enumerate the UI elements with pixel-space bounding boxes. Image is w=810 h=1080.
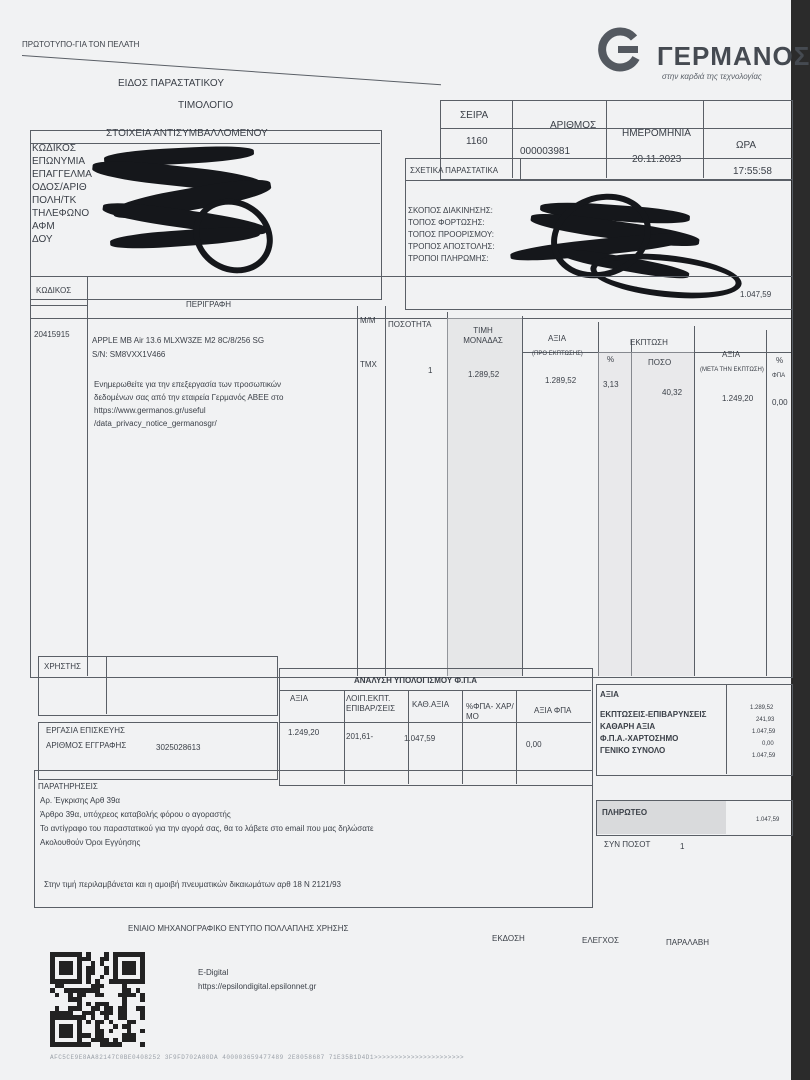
related-field-destination: ΤΟΠΟΣ ΠΡΟΟΡΙΣΜΟΥ: xyxy=(408,230,494,239)
totals-vat: 0,00 xyxy=(762,741,774,747)
col-quantity-header: ΠΟΣΟΤΗΤΑ xyxy=(388,320,432,329)
time-label: ΩΡΑ xyxy=(736,140,757,151)
payable-value: 1.047,59 xyxy=(756,817,780,823)
doc-type-value: ΤΙΜΟΛΟΓΙΟ xyxy=(178,100,234,111)
service-line2-label: ΑΡΙΘΜΟΣ ΕΓΓΡΑΦΗΣ xyxy=(46,741,127,750)
remarks-line: Ακολουθούν Όροι Εγγύησης xyxy=(40,838,141,847)
item-vat-pct: 0,00 xyxy=(772,398,788,407)
service-line2-value: 3025028613 xyxy=(156,743,201,752)
series-label: ΣΕΙΡΑ xyxy=(460,110,489,121)
related-field-shipping: ΤΡΟΠΟΣ ΑΠΟΣΤΟΛΗΣ: xyxy=(408,242,495,251)
related-field-payment: ΤΡΟΠΟΙ ΠΛΗΡΩΜΗΣ: xyxy=(408,254,489,263)
date-label: ΗΜΕΡΟΜΗΝΙΑ xyxy=(622,128,691,139)
col-net-value-sub: (ΜΕΤΑ ΤΗΝ ΕΚΠΤΩΣΗ) xyxy=(700,367,764,373)
payment-amount: 1.047,59 xyxy=(740,290,772,299)
check-label: ΕΛΕΓΧΟΣ xyxy=(582,936,619,945)
col-discount-pct-header: % xyxy=(607,355,615,364)
remarks-title: ΠΑΡΑΤΗΡΗΣΕΙΣ xyxy=(38,782,98,791)
related-field-loading: ΤΟΠΟΣ ΦΟΡΤΩΣΗΣ: xyxy=(408,218,485,227)
totals-label-grand: ΓΕΝΙΚΟ ΣΥΝΟΛΟ xyxy=(600,746,666,755)
remarks-footer: Στην τιμή περιλαμβάνεται και η αμοιβή πνευματικών δικαιωμάτων αρθ 18 Ν 2121/93 xyxy=(44,880,341,889)
totals-label-vat: Φ.Π.Α.-ΧΑΡΤΟΣΗΜΟ xyxy=(600,734,679,743)
totals-value: 1.289,52 xyxy=(750,705,774,711)
vat-header-net: ΚΑΘ.ΑΞΙΑ xyxy=(412,700,450,709)
col-net-value-header: ΑΞΙΑ xyxy=(722,350,741,359)
customer-field-tax-office: ΔΟΥ xyxy=(32,234,53,245)
qr-code-icon xyxy=(50,952,145,1047)
number-label: ΑΡΙΘΜΟΣ xyxy=(550,120,597,131)
item-description: APPLE MB Air 13.6 MLXW3ZE M2 8C/8/256 SG xyxy=(92,336,265,345)
form-title: ΕΝΙΑΙΟ ΜΗΧΑΝΟΓΡΑΦΙΚΟ ΕΝΤΥΠΟ ΠΟΛΛΑΠΛΗΣ ΧΡΗΣΗΣ xyxy=(128,924,349,933)
col-discount-header: ΕΚΠΤΩΣΗ xyxy=(630,338,668,347)
totals-discounts: 241,93 xyxy=(756,717,775,723)
provider-url: https://epsilondigital.epsilonnet.gr xyxy=(198,982,317,991)
vat-value: 1.249,20 xyxy=(288,728,320,737)
totals-grand: 1.047,59 xyxy=(752,753,776,759)
copy-label: ΠΡΩΤΟΤΥΠΟ-ΓΙΑ ΤΟΝ ΠΕΛΑΤΗ xyxy=(22,40,140,49)
privacy-notice-line: /data_privacy_notice_germanosgr/ xyxy=(94,419,217,428)
total-qty-label: ΣΥΝ ΠΟΣΟΤ xyxy=(604,840,651,849)
user-label: ΧΡΗΣΤΗΣ xyxy=(44,662,82,671)
receipt-label: ΠΑΡΑΛΑΒΗ xyxy=(666,938,709,947)
service-line1: ΕΡΓΑΣΙΑ ΕΠΙΣΚΕΥΗΣ xyxy=(46,726,125,735)
col-unit-header: Μ/Μ xyxy=(360,316,376,325)
number-value: 000003981 xyxy=(520,146,571,157)
customer-title: ΣΤΟΙΧΕΙΑ ΑΝΤΙΣΥΜΒΑΛΛΟΜΕΝΟΥ xyxy=(106,128,268,139)
remarks-line: Αρ. Έγκρισης Αρθ 39α xyxy=(40,796,121,805)
vat-other-discounts: 201,61- xyxy=(346,732,374,741)
vat-amount: 0,00 xyxy=(526,740,542,749)
col-description-header: ΠΕΡΙΓΡΑΦΗ xyxy=(186,300,232,309)
item-net-value: 1.249,20 xyxy=(722,394,754,403)
item-quantity: 1 xyxy=(428,366,433,375)
series-value: 1160 xyxy=(466,136,488,147)
item-code: 20415915 xyxy=(34,330,70,339)
col-discount-amount-header: ΠΟΣΟ xyxy=(648,358,672,367)
customer-field-code: ΚΩΔΙΚΟΣ xyxy=(32,143,76,154)
item-serial: S/N: SM8VXX1V466 xyxy=(92,350,166,359)
related-docs-title: ΣΧΕΤΙΚΑ ΠΑΡΑΣΤΑΤΙΚΑ xyxy=(410,166,499,175)
total-qty-value: 1 xyxy=(680,842,685,851)
vat-net: 1.047,59 xyxy=(404,734,436,743)
date-value: 20.11.2023 xyxy=(632,154,682,165)
customer-field-name: ΕΠΩΝΥΜΙΑ xyxy=(32,156,86,167)
privacy-notice-line: https://www.germanos.gr/useful xyxy=(94,406,206,415)
related-field-purpose: ΣΚΟΠΟΣ ΔΙΑΚΙΝΗΣΗΣ: xyxy=(408,206,493,215)
customer-field-street: ΟΔΟΣ/ΑΡΙΘ xyxy=(32,182,87,193)
item-unit-price: 1.289,52 xyxy=(468,370,500,379)
doc-type-label: ΕΙΔΟΣ ΠΑΡΑΣΤΑΤΙΚΟΥ xyxy=(118,78,224,89)
provider-name: E-Digital xyxy=(198,968,229,977)
time-value: 17:55:58 xyxy=(733,166,772,177)
privacy-notice-line: Ενημερωθείτε για την επεξεργασία των προσωπικών xyxy=(94,380,282,389)
customer-redaction xyxy=(82,148,282,268)
vat-header-vat-pct: %ΦΠΑ- ΧΑΡ/ΜΟ xyxy=(466,702,514,721)
totals-net: 1.047,59 xyxy=(752,729,776,735)
customer-field-phone: ΤΗΛΕΦΩΝΟ xyxy=(32,208,90,219)
totals-label-value: ΑΞΙΑ xyxy=(600,690,619,699)
privacy-notice-line: δεδομένων σας από την εταιρεία Γερμανός ΑΒΕΕ στο xyxy=(94,393,284,402)
customer-field-city: ΠΟΛΗ/ΤΚ xyxy=(32,195,77,206)
col-vat-label-header: ΦΠΑ xyxy=(772,373,786,379)
customer-field-vat-id: ΑΦΜ xyxy=(32,221,55,232)
issue-label: ΕΚΔΟΣΗ xyxy=(492,934,525,943)
remarks-line: Άρθρο 39α, υπόχρεος καταβολής φόρου ο αγοραστής xyxy=(40,810,231,819)
remarks-line: Το αντίγραφο του παραστατικού για την αγορά σας, θα το λάβετε στο email που μας δηλώσατε xyxy=(40,824,374,833)
mark-code: AFC5CE9E8AA82147C0BE0408252 3F9FD702A80DA 400003659477489 2E8058687 71E35B1D4D1>>>>>>>>>>>>>>>>>>>>>> xyxy=(50,1054,465,1061)
brand-name: ΓΕΡΜΑΝΟΣ xyxy=(657,41,810,71)
vat-header-other-discounts: ΛΟΙΠ.ΕΚΠΤ. ΕΠΙΒΑΡ/ΣΕΙΣ xyxy=(346,694,396,713)
header-rule xyxy=(22,55,441,85)
col-code-header: ΚΩΔΙΚΟΣ xyxy=(36,286,72,295)
col-vat-pct-header: % xyxy=(776,356,784,365)
germanos-logo-icon xyxy=(596,26,642,72)
customer-field-profession: ΕΠΑΓΓΕΛΜΑ xyxy=(32,169,92,180)
totals-label-net: ΚΑΘΑΡΗ ΑΞΙΑ xyxy=(600,722,656,731)
col-unit-price-header: ΤΙΜΗ ΜΟΝΑΔΑΣ xyxy=(463,326,503,345)
brand-slogan: στην καρδιά της τεχνολογίας xyxy=(662,72,762,81)
item-discount-amount: 40,32 xyxy=(662,388,683,397)
item-value: 1.289,52 xyxy=(545,376,577,385)
item-unit: TMX xyxy=(360,360,377,369)
totals-label-discounts: ΕΚΠΤΩΣΕΙΣ-ΕΠΙΒΑΡΥΝΣΕΙΣ xyxy=(600,710,707,719)
col-value-header: ΑΞΙΑ xyxy=(548,334,567,343)
col-value-sub: (ΠΡΟ ΕΚΠΤΩΣΗΣ) xyxy=(532,351,583,357)
item-discount-pct: 3,13 xyxy=(603,380,619,389)
vat-analysis-title: ΑΝΑΛΥΣΗ ΥΠΟΛΟΓΙΣΜΟΥ Φ.Π.Α xyxy=(354,676,478,685)
payable-label: ΠΛΗΡΩΤΕΟ xyxy=(602,808,648,817)
vat-header-value: ΑΞΙΑ xyxy=(290,694,309,703)
vat-header-vat-amount: ΑΞΙΑ ΦΠΑ xyxy=(534,706,572,715)
